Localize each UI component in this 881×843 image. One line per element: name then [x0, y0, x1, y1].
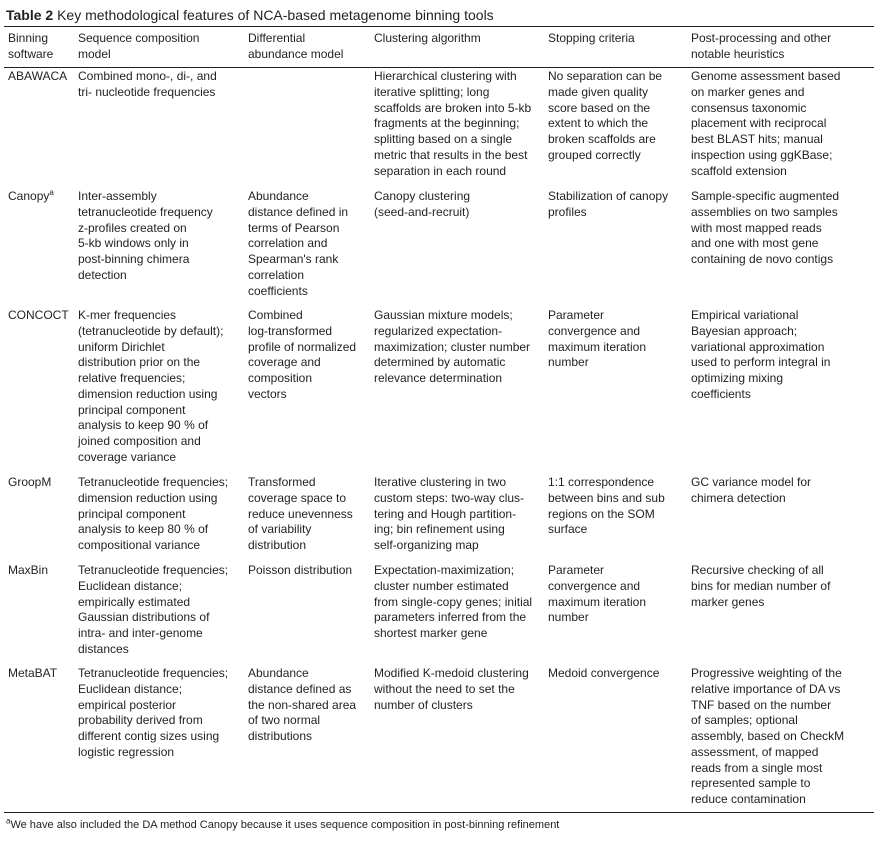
cell-line: Abundance — [248, 189, 309, 203]
cell-line: variational approximation — [691, 339, 825, 354]
cell-abundance — [248, 475, 372, 554]
header-sequence — [78, 31, 246, 63]
cell-post — [691, 475, 871, 507]
cell-line: model — [78, 46, 111, 61]
cell-line: correlation and — [248, 236, 328, 251]
cell-post — [691, 666, 871, 808]
cell-line: Stabilization of canopy — [548, 189, 669, 203]
header-post — [691, 31, 871, 63]
cell-line: consensus taxonomic — [691, 100, 807, 115]
cell-line: Differential — [248, 31, 306, 45]
cell-line: Spearman's rank — [248, 252, 339, 266]
cell-stopping — [548, 69, 689, 164]
cell-line: principal component — [78, 402, 186, 417]
cell-sequence — [78, 189, 246, 284]
cell-line: convergence and — [548, 578, 641, 593]
cell-line: coverage variance — [78, 449, 177, 464]
cell-abundance — [248, 189, 372, 299]
cell-line: Inter-assembly — [78, 189, 157, 203]
cell-line: coefficients — [691, 386, 751, 401]
cell-line: metric that results in the best — [374, 147, 528, 162]
cell-line: Combined — [248, 308, 303, 322]
cell-line: correlation — [248, 267, 305, 282]
cell-line: custom steps: two-way clus- — [374, 490, 525, 505]
cell-line: distance defined as — [248, 681, 352, 696]
cell-line: on marker genes and — [691, 84, 805, 99]
cell-line: Medoid convergence — [548, 666, 660, 680]
cell-line: determined by automatic — [374, 355, 506, 370]
cell-line: Modified K-medoid clustering — [374, 666, 529, 680]
cell-line: Progressive weighting of the — [691, 666, 842, 680]
cell-line: (tetranucleotide by default); — [78, 323, 224, 338]
cell-line: Euclidean distance; — [78, 681, 183, 696]
cell-line: assembly, based on CheckM — [691, 729, 845, 743]
cell-line: of variability — [248, 522, 312, 537]
cell-line: of two normal — [248, 713, 321, 728]
table-row-tool — [8, 69, 78, 85]
cell-line: tetranucleotide frequency — [78, 204, 213, 219]
cell-line: notable heuristics — [691, 46, 785, 61]
cell-line: used to perform integral in — [691, 355, 831, 370]
cell-line: maximization; cluster number — [374, 339, 531, 354]
cell-line: (seed-and-recruit) — [374, 204, 470, 219]
cell-line: made given quality — [548, 84, 649, 99]
cell-line: containing de novo contigs — [691, 252, 834, 266]
cell-line: relative importance of DA vs — [691, 681, 841, 696]
cell-line: empirically estimated — [78, 594, 191, 609]
cell-line: dimension reduction using — [78, 490, 218, 505]
cell-line: separation in each round — [374, 163, 507, 178]
cell-line: distribution prior on the — [78, 355, 201, 370]
cell-stopping — [548, 475, 689, 538]
cell-line: distances — [78, 641, 129, 656]
cell-line: inspection using ggKBase; — [691, 147, 833, 162]
cell-line: tering and Hough partition- — [374, 506, 517, 521]
cell-line: Binning — [8, 31, 49, 45]
cell-clustering — [374, 308, 546, 387]
cell-line: optimizing mixing — [691, 371, 784, 385]
cell-line: scaffolds are broken into 5-kb — [374, 100, 532, 115]
cell-line: represented sample to — [691, 776, 811, 791]
cell-line: composition — [248, 371, 313, 385]
cell-line: Tetranucleotide frequencies; — [78, 475, 229, 489]
footnote — [6, 818, 559, 832]
cell-line: dimension reduction using — [78, 386, 218, 401]
tool-name: Canopy — [8, 189, 50, 203]
tool-name: GroopM — [8, 475, 52, 489]
tool-name: MaxBin — [8, 563, 49, 577]
cell-line: broken scaffolds are — [548, 132, 656, 146]
cell-line: principal component — [78, 506, 186, 521]
cell-line: cluster number estimated — [374, 578, 509, 593]
cell-line: TNF based on the number — [691, 697, 832, 712]
tool-footnote-marker: a — [49, 188, 54, 197]
cell-line: Tetranucleotide frequencies; — [78, 563, 229, 577]
cell-line: parameters inferred from the — [374, 610, 527, 625]
cell-abundance — [248, 666, 372, 745]
cell-line: scaffold extension — [691, 163, 787, 178]
cell-line: Clustering algorithm — [374, 31, 481, 45]
tool-name: MetaBAT — [8, 666, 58, 680]
cell-line: post-binning chimera — [78, 252, 190, 266]
cell-line: chimera detection — [691, 490, 786, 505]
header-tool — [8, 31, 78, 63]
cell-line: 5-kb windows only in — [78, 236, 189, 251]
cell-line: Poisson distribution — [248, 563, 353, 577]
cell-line: regions on the SOM — [548, 506, 655, 521]
cell-stopping — [548, 563, 689, 626]
cell-abundance — [248, 563, 372, 579]
cell-line: coefficients — [248, 283, 308, 298]
cell-line: Hierarchical clustering with — [374, 69, 517, 83]
cell-line: best BLAST hits; manual — [691, 132, 823, 146]
cell-line: different contig sizes using — [78, 729, 220, 743]
cell-line: z-profiles created on — [78, 220, 187, 235]
table-row-tool — [8, 189, 78, 205]
table-row-tool — [8, 563, 78, 579]
cell-line: Recursive checking of all — [691, 563, 824, 577]
cell-line: logistic regression — [78, 744, 175, 759]
cell-line: abundance model — [248, 46, 344, 61]
cell-line: vectors — [248, 386, 287, 401]
cell-post — [691, 189, 871, 268]
cell-line: maximum iteration — [548, 594, 647, 609]
cell-stopping — [548, 666, 689, 682]
cell-line: distributions — [248, 729, 313, 743]
cell-line: Stopping criteria — [548, 31, 635, 45]
cell-line: Tetranucleotide frequencies; — [78, 666, 229, 680]
cell-line: Transformed — [248, 475, 316, 489]
cell-line: marker genes — [691, 594, 765, 609]
cell-line: maximum iteration — [548, 339, 647, 354]
cell-line: and one with most gene — [691, 236, 819, 251]
cell-line: Genome assessment based — [691, 69, 841, 83]
cell-line: Iterative clustering in two — [374, 475, 507, 489]
cell-line: of samples; optional — [691, 713, 798, 728]
cell-line: compositional variance — [78, 538, 201, 552]
cell-line: extent to which the — [548, 116, 649, 131]
cell-line: from single-copy genes; initial — [374, 594, 533, 609]
footnote-marker: a — [6, 816, 11, 826]
cell-line: intra- and inter-genome — [78, 626, 203, 640]
tool-name: ABAWACA — [8, 69, 68, 83]
cell-clustering — [374, 563, 546, 642]
cell-line: the non-shared area — [248, 697, 357, 712]
header-clustering — [374, 31, 546, 47]
cell-line: uniform Dirichlet — [78, 339, 165, 354]
cell-line: log-transformed — [248, 323, 333, 338]
cell-line: detection — [78, 267, 127, 282]
cell-stopping — [548, 189, 689, 221]
cell-line: grouped correctly — [548, 147, 641, 162]
cell-line: Sequence composition — [78, 31, 200, 45]
cell-line: surface — [548, 522, 588, 537]
cell-line: reduce unevenness — [248, 506, 353, 521]
table-row-tool — [8, 666, 78, 682]
cell-line: Gaussian mixture models; — [374, 308, 513, 322]
cell-line: bins for median number of — [691, 578, 831, 593]
cell-line: relative frequencies; — [78, 371, 186, 385]
cell-line: convergence and — [548, 323, 641, 338]
table-row-tool — [8, 308, 78, 324]
table-title: Key methodological features of NCA-based metagenome binning tools — [57, 7, 494, 23]
cell-line: between bins and sub — [548, 490, 665, 505]
cell-line: fragments at the beginning; — [374, 116, 520, 131]
cell-clustering — [374, 189, 546, 221]
cell-line: distance defined in — [248, 204, 349, 219]
cell-line: coverage and — [248, 355, 321, 370]
top-rule — [4, 26, 874, 27]
cell-line: assessment, of mapped — [691, 744, 819, 759]
cell-line: splitting based on a single — [374, 132, 513, 146]
cell-line: tri- nucleotide frequencies — [78, 84, 216, 99]
cell-line: probability derived from — [78, 713, 203, 728]
cell-sequence — [78, 308, 246, 466]
cell-line: profile of normalized — [248, 339, 357, 354]
cell-line: ing; bin refinement using — [374, 522, 505, 537]
cell-line: Post-processing and other — [691, 31, 832, 45]
cell-sequence — [78, 563, 246, 658]
cell-line: distribution — [248, 538, 307, 552]
cell-line: Parameter — [548, 563, 605, 577]
cell-line: Parameter — [548, 308, 605, 322]
tool-name: CONCOCT — [8, 308, 69, 322]
cell-post — [691, 563, 871, 610]
cell-stopping — [548, 308, 689, 371]
cell-line: Gaussian distributions of — [78, 610, 210, 625]
cell-line: 1:1 correspondence — [548, 475, 655, 489]
cell-line: self-organizing map — [374, 538, 479, 552]
cell-line: Abundance — [248, 666, 309, 680]
cell-line: K-mer frequencies — [78, 308, 177, 322]
cell-line: number — [548, 610, 589, 625]
cell-line: iterative splitting; long — [374, 84, 490, 99]
table-caption — [6, 6, 494, 24]
bottom-rule — [4, 812, 874, 813]
cell-line: Sample-specific augmented — [691, 189, 840, 203]
table-row-tool — [8, 475, 78, 491]
cell-line: shortest marker gene — [374, 626, 488, 640]
cell-line: without the need to set the — [374, 681, 515, 696]
cell-line: score based on the — [548, 100, 651, 115]
cell-line: regularized expectation- — [374, 323, 503, 338]
cell-clustering — [374, 69, 546, 179]
cell-line: empirical posterior — [78, 697, 177, 712]
cell-sequence — [78, 666, 246, 761]
cell-line: relevance determination — [374, 371, 503, 385]
cell-line: reads from a single most — [691, 760, 823, 775]
cell-abundance — [248, 308, 372, 403]
cell-clustering — [374, 475, 546, 554]
footnote-text: We have also included the DA method Canopy because it uses sequence composition in post-binning refinement — [10, 819, 560, 831]
cell-line: assemblies on two samples — [691, 204, 838, 219]
cell-line: GC variance model for — [691, 475, 812, 489]
cell-line: analysis to keep 80 % of — [78, 522, 209, 537]
cell-line: software — [8, 46, 54, 61]
cell-line: Expectation-maximization; — [374, 563, 515, 577]
cell-line: Bayesian approach; — [691, 323, 798, 338]
cell-line: number of clusters — [374, 697, 473, 712]
header-rule — [4, 67, 874, 68]
cell-line: No separation can be — [548, 69, 663, 83]
cell-line: reduce contamination — [691, 792, 806, 806]
cell-line: placement with reciprocal — [691, 116, 827, 131]
cell-line: terms of Pearson — [248, 220, 340, 235]
cell-sequence — [78, 475, 246, 554]
header-abundance — [248, 31, 372, 63]
cell-line: Empirical variational — [691, 308, 799, 322]
header-stopping — [548, 31, 689, 47]
cell-line: joined composition and — [78, 434, 201, 448]
cell-clustering — [374, 666, 546, 713]
cell-line: Euclidean distance; — [78, 578, 183, 593]
cell-post — [691, 69, 871, 179]
cell-line: coverage space to — [248, 490, 347, 505]
cell-line: Combined mono-, di-, and — [78, 69, 217, 83]
cell-line: number — [548, 355, 589, 370]
cell-sequence — [78, 69, 246, 101]
cell-line: profiles — [548, 204, 587, 219]
cell-line: Canopy clustering — [374, 189, 471, 203]
cell-line: with most mapped reads — [691, 220, 822, 235]
table-label: Table 2 — [6, 7, 54, 23]
cell-line: analysis to keep 90 % of — [78, 418, 209, 433]
cell-post — [691, 308, 871, 403]
